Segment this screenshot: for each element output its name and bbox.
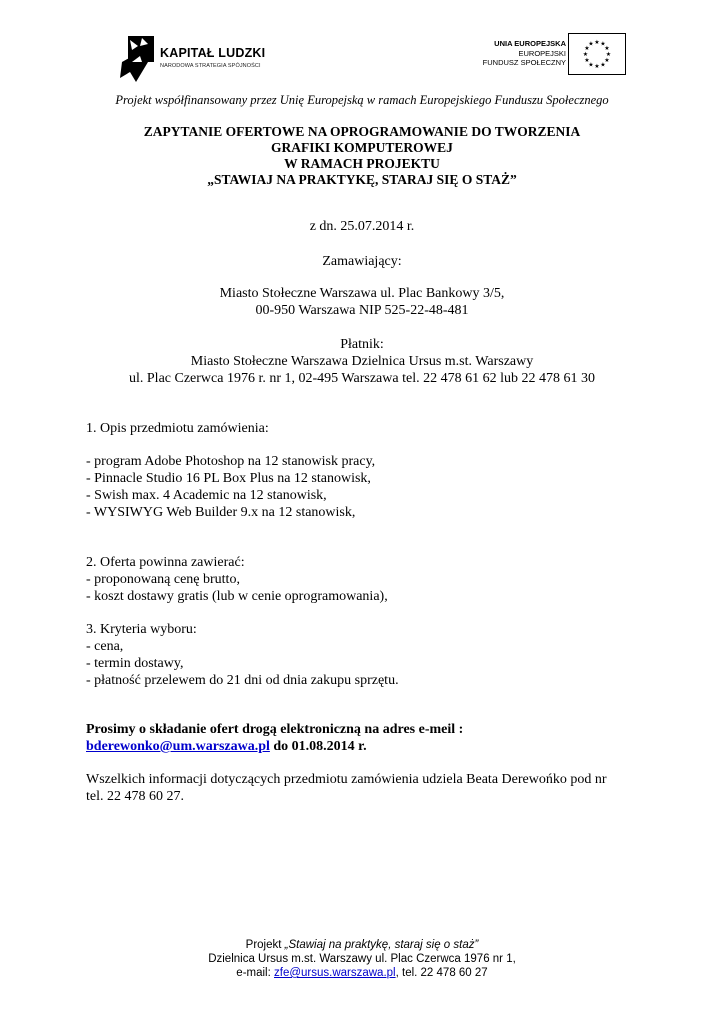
svg-text:★: ★ <box>600 40 606 48</box>
svg-text:★: ★ <box>594 39 600 46</box>
payer-line-2: ul. Plac Czerwca 1976 r. nr 1, 02-495 Warszawa tel. 22 478 61 62 lub 22 478 61 30 <box>129 371 595 386</box>
footer-address: Dzielnica Ursus m.st. Warszawy ul. Plac Czerwca 1976 nr 1, <box>208 953 516 965</box>
svg-text:★: ★ <box>588 61 594 69</box>
offer-request <box>86 721 646 755</box>
section-2-heading: 2. Oferta powinna zawierać: <box>86 555 245 570</box>
svg-text:★: ★ <box>582 51 589 58</box>
footer-contact-line <box>0 966 724 980</box>
section-1-heading: 1. Opis przedmiotu zamówienia: <box>86 421 269 436</box>
offer-request-line: Prosimy o składanie ofert drogą elektroniczną na adres e-meil : <box>86 722 464 737</box>
kapital-ludzki-emblem-icon <box>118 32 158 84</box>
ordering-party-label: Zamawiający: <box>322 254 402 269</box>
eu-logo <box>478 33 628 77</box>
title-line-2: GRAFIKI KOMPUTEROWEJ <box>271 140 453 155</box>
footer-email-label: e-mail: <box>236 967 274 979</box>
offer-email-link[interactable]: bderewonko@um.warszawa.pl <box>86 739 270 754</box>
kapital-ludzki-logo <box>118 32 268 84</box>
list-item: - program Adobe Photoshop na 12 stanowisk pracy, <box>86 454 376 469</box>
section-1-list <box>86 453 646 521</box>
svg-text:★: ★ <box>584 45 590 52</box>
payer-line-1: Miasto Stołeczne Warszawa Dzielnica Ursus m.st. Warszawy <box>190 354 534 369</box>
section-3-heading: 3. Kryteria wyboru: <box>86 622 197 637</box>
footer-phone: , tel. 22 478 60 27 <box>395 967 488 979</box>
title-line-3: W RAMACH PROJEKTU <box>284 156 440 171</box>
contact-info-line-1: Wszelkich informacji dotyczących przedmiotu zamówienia udziela Beata Derewońko pod nr <box>86 772 607 787</box>
page-footer <box>0 938 724 980</box>
ordering-line-1: Miasto Stołeczne Warszawa ul. Plac Bankowy 3/5, <box>219 286 505 301</box>
section-2 <box>86 554 646 605</box>
list-item: - Swish max. 4 Academic na 12 stanowisk, <box>86 488 327 503</box>
eu-logo-text <box>483 39 566 68</box>
svg-text:★: ★ <box>600 61 606 69</box>
eu-line1: UNIA EUROPEJSKA <box>494 39 566 48</box>
svg-text:★: ★ <box>588 40 594 48</box>
list-item: - proponowaną cenę brutto, <box>86 572 240 587</box>
cofinancing-note: Projekt współfinansowany przez Unię Europejską w ramach Europejskiego Funduszu Społecznego <box>115 93 609 107</box>
eu-line2: EUROPEJSKI <box>518 48 566 58</box>
list-item: - płatność przelewem do 21 dni od dnia zakupu sprzętu. <box>86 673 399 688</box>
list-item: - Pinnacle Studio 16 PL Box Plus na 12 stanowisk, <box>86 471 371 486</box>
list-item: - termin dostawy, <box>86 656 184 671</box>
document-title <box>0 124 724 188</box>
ordering-party <box>0 285 724 319</box>
kapital-ludzki-name: KAPITAŁ LUDZKI <box>160 46 266 60</box>
svg-text:★: ★ <box>594 63 600 70</box>
list-item: - WYSIWYG Web Builder 9.x na 12 stanowisk, <box>86 505 356 520</box>
offer-deadline: do 01.08.2014 r. <box>269 739 367 754</box>
title-line-1: ZAPYTANIE OFERTOWE NA OPROGRAMOWANIE DO TWORZENIA <box>143 124 581 139</box>
title-line-4: „STAWIAJ NA PRAKTYKĘ, STARAJ SIĘ O STAŻ” <box>207 172 517 187</box>
contact-info-line-2: tel. 22 478 60 27. <box>86 789 184 804</box>
list-item: - koszt dostawy gratis (lub w cenie oprogramowania), <box>86 589 388 604</box>
footer-project-prefix: Projekt <box>245 939 285 951</box>
svg-text:★: ★ <box>604 57 610 64</box>
offer-request-email-line <box>86 738 646 755</box>
section-3 <box>86 621 646 689</box>
svg-text:★: ★ <box>605 51 612 58</box>
ordering-line-2: 00-950 Warszawa NIP 525-22-48-481 <box>255 303 469 318</box>
document-date: z dn. 25.07.2014 r. <box>309 219 415 234</box>
eu-flag-icon <box>568 33 626 75</box>
footer-email-link[interactable]: zfe@ursus.warszawa.pl <box>274 967 396 979</box>
list-item: - cena, <box>86 639 124 654</box>
svg-text:★: ★ <box>584 57 590 64</box>
payer-block <box>0 336 724 387</box>
footer-project-name: „Stawiaj na praktykę, staraj się o staż” <box>284 939 479 951</box>
eu-line3: FUNDUSZ SPOŁECZNY <box>482 58 566 67</box>
footer-project-line <box>0 938 724 952</box>
kapital-ludzki-tagline: NARODOWA STRATEGIA SPÓJNOŚCI <box>160 63 261 69</box>
svg-text:★: ★ <box>604 45 610 52</box>
contact-info <box>86 771 656 805</box>
payer-label: Płatnik: <box>340 337 384 352</box>
